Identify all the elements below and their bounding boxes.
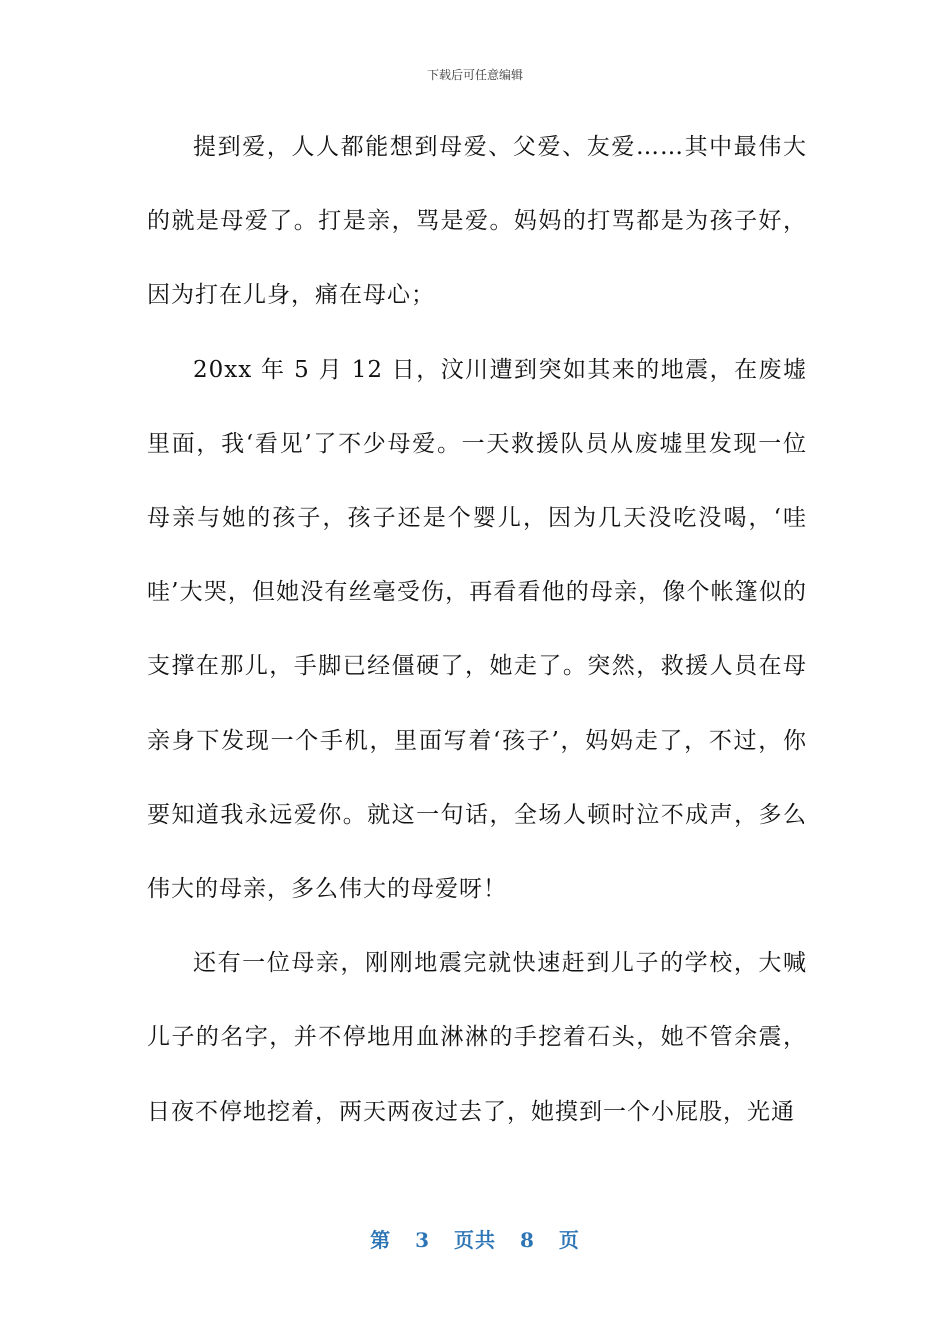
total-page-count: 8 — [519, 1228, 535, 1252]
paragraph-2: 20xx 年 5 月 12 日，汶川遭到突如其来的地震，在废墟里面，我‘看见’了不少母爱。一天救援队员从废墟里发现一位母亲与她的孩子，孩子还是个婴儿，因为几天没吃没喝，‘哇哇’大哭，但她没有丝毫受伤，再看看他的母亲，像个帐篷似的支撑在那儿，手脚已经僵硬了，她走了。突然，救援人员在母亲身下发现一个手机，里面写着‘孩子’，妈妈走了，不过，你要知道我永远爱你。就这一句话，全场人顿时泣不成声，多么伟大的母亲，多么伟大的母爱呀！ — [147, 356, 807, 903]
page-label-prefix: 第 — [370, 1228, 392, 1252]
paragraph-1: 提到爱，人人都能想到母爱、父爱、友爱……其中最伟大的就是母爱了。打是亲，骂是爱。妈妈的打骂都是为孩子好，因为打在儿身，痛在母心； — [147, 134, 807, 309]
page-number-footer — [0, 1224, 950, 1253]
current-page-number: 3 — [415, 1228, 431, 1252]
header-note: 下载后可任意编辑 — [426, 68, 523, 82]
page-label-suffix: 页 — [558, 1228, 580, 1252]
paragraph-3: 还有一位母亲，刚刚地震完就快速赶到儿子的学校，大喊儿子的名字，并不停地用血淋淋的手挖着石头，她不管余震，日夜不停地挖着，两天两夜过去了，她摸到一个小屁股，光通 — [147, 950, 807, 1125]
document-body — [147, 110, 807, 1149]
page-label-middle: 页共 — [454, 1228, 496, 1252]
